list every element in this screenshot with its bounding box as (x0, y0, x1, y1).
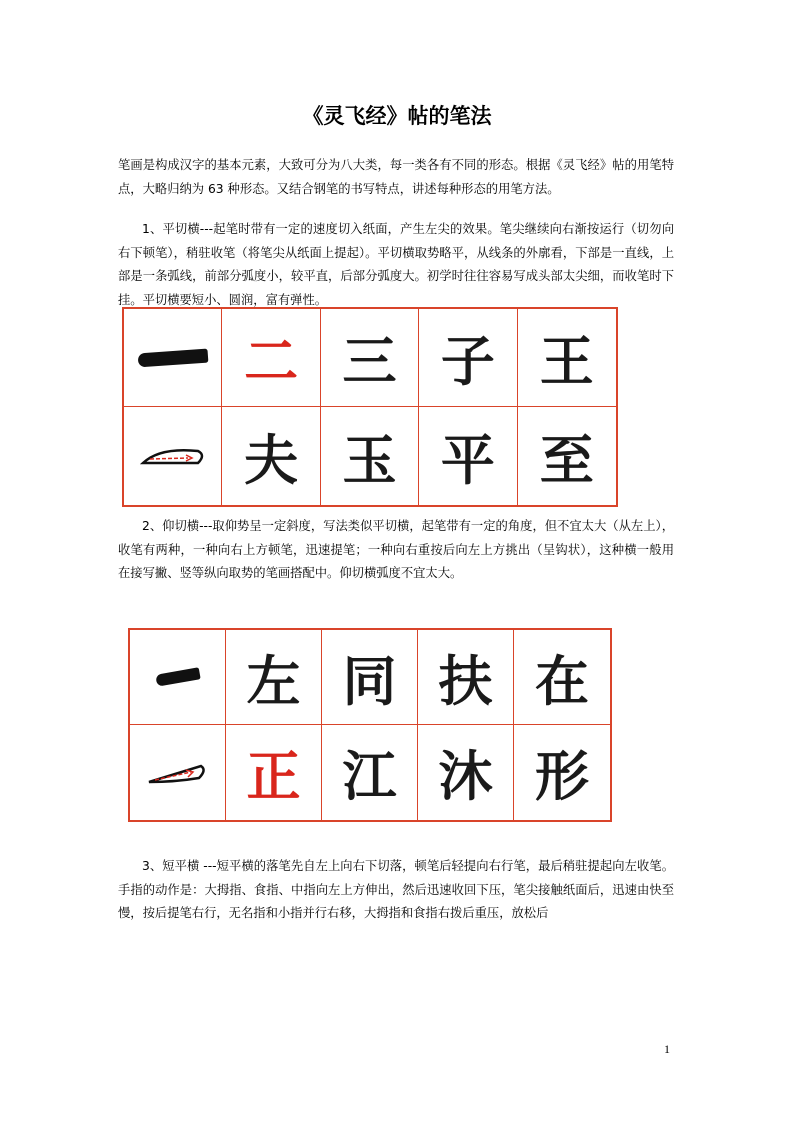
character-cell (222, 407, 320, 505)
character-cell (514, 630, 610, 725)
character-cell (419, 309, 517, 407)
character: 形 (535, 744, 589, 808)
character: 在 (535, 648, 589, 713)
character-cell (518, 407, 616, 505)
character-cell (418, 630, 514, 725)
character-cell (322, 725, 418, 820)
rising-stroke-image (155, 667, 200, 686)
character: 王 (539, 329, 594, 393)
character: 沐 (438, 744, 493, 808)
stroke-diagram-cell (124, 407, 222, 505)
character: 三 (342, 329, 397, 393)
character-cell (222, 309, 320, 407)
character-cell (226, 725, 322, 820)
stroke-outline-diagram (140, 441, 206, 471)
character: 左 (246, 648, 301, 713)
character: 扶 (438, 648, 493, 713)
character: 平 (440, 427, 495, 492)
calligraphy-table-rising-cut (128, 628, 612, 822)
page-number: 1 (664, 1042, 670, 1056)
character: 江 (342, 744, 397, 808)
character-cell (321, 309, 419, 407)
character-cell (418, 725, 514, 820)
stroke-outline-diagram (145, 758, 211, 788)
character: 至 (539, 427, 594, 492)
horizontal-stroke-image (137, 348, 208, 367)
page-title: 《灵飞经》帖的笔法 (302, 103, 492, 128)
paragraph-short-flat-stroke: 3、短平横 ---短平横的落笔先自左上向右下切落，顿笔后轻提向右行笔，最后稍驻提起向左收笔。手指的动作是：大拇指、食指、中指向左上方伸出，然后迅速收回下压，笔尖接触纸面后，迅速由快至慢，按后提笔右行，无名指和小指并行右移，大拇指和食指右拨后重压，放松后 (118, 859, 674, 920)
character-cell (419, 407, 517, 505)
stroke-sample-cell (124, 309, 222, 407)
character: 正 (246, 744, 301, 808)
character-cell (321, 407, 419, 505)
character: 玉 (342, 427, 397, 492)
character: 子 (440, 329, 495, 393)
stroke-sample-cell (130, 630, 226, 725)
character-cell (322, 630, 418, 725)
paragraph-rising-cut-stroke: 2、仰切横---取仰势呈一定斜度，写法类似平切横，起笔带有一定的角度，但不宜太大（从左上），收笔有两种，一种向右上方顿笔，迅速提笔；一种向右重按后向左上方挑出（呈钩状），这种横一般用在接写撇、竖等纵向取势的笔画搭配中。仰切横弧度不宜太大。 (118, 519, 674, 580)
character: 夫 (244, 427, 299, 492)
character: 同 (342, 648, 397, 713)
character: 二 (244, 329, 299, 393)
calligraphy-table-flat-cut (122, 307, 618, 507)
stroke-diagram-cell (130, 725, 226, 820)
character-cell (514, 725, 610, 820)
character-cell (226, 630, 322, 725)
character-cell (518, 309, 616, 407)
intro-paragraph: 笔画是构成汉字的基本元素，大致可分为八大类，每一类各有不同的形态。根据《灵飞经》帖的用笔特点，大略归纳为 63 种形态。又结合钢笔的书写特点，讲述每种形态的用笔方法。 (118, 158, 674, 196)
paragraph-flat-cut-stroke: 1、平切横---起笔时带有一定的速度切入纸面，产生左尖的效果。笔尖继续向右渐按运行（切勿向右下顿笔），稍驻收笔（将笔尖从纸面上提起）。平切横取势略平，从线条的外廓看，下部是一直线，上部是一条弧线，前部分弧度小，较平直，后部分弧度大。初学时往往容易写成头部太尖细，而收笔时下挂。平切横要短小、圆润，富有弹性。 (118, 222, 674, 307)
